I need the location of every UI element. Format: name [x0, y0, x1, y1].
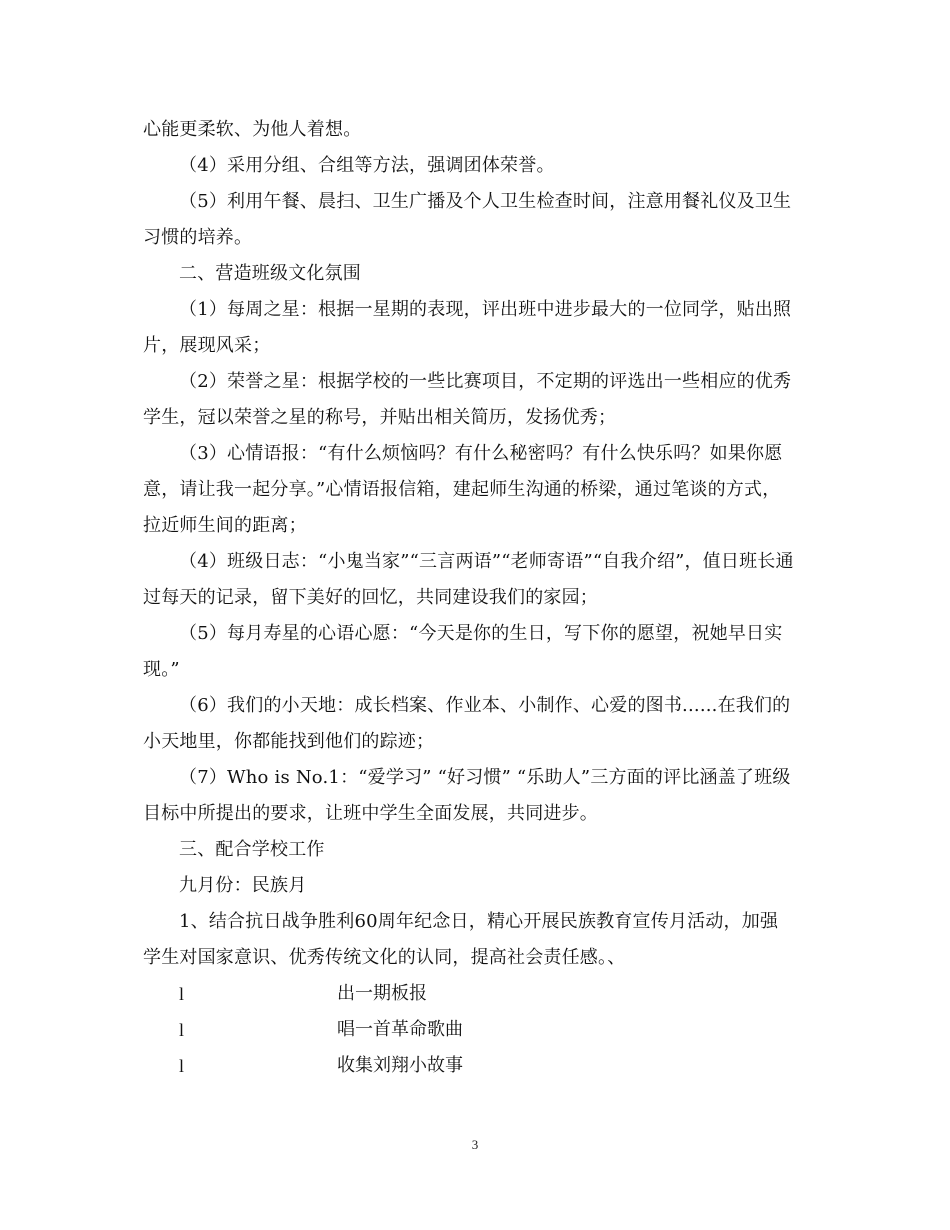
- text-line: 三、配合学校工作: [179, 839, 325, 860]
- document-body: [143, 112, 813, 1084]
- text-line: 小天地里，你都能找到他们的踪迹；: [143, 731, 435, 752]
- text-line: （5）利用午餐、晨扫、卫生广播及个人卫生检查时间，注意用餐礼仪及卫生: [179, 191, 792, 212]
- text-line: 拉近师生间的距离；: [143, 515, 307, 536]
- bullet-text: 收集刘翔小故事: [337, 1055, 463, 1076]
- bullet-text: 出一期板报: [337, 983, 427, 1004]
- text-line: （5）每月寿星的心语心愿：“今天是你的生日，写下你的愿望，祝她早日实: [179, 623, 783, 644]
- text-line: （3）心情语报：“有什么烦恼吗？有什么秘密吗？有什么快乐吗？如果你愿: [179, 443, 783, 464]
- text-line: （2）荣誉之星：根据学校的一些比赛项目，不定期的评选出一些相应的优秀: [179, 371, 792, 392]
- text-line: 心能更柔软、为他人着想。: [143, 119, 362, 140]
- text-line: （1）每周之星：根据一星期的表现，评出班中进步最大的一位同学，贴出照: [179, 299, 792, 320]
- bullet-marker: l: [179, 984, 185, 1004]
- text-line: 过每天的记录，留下美好的回忆，共同建设我们的家园；: [143, 587, 598, 608]
- bullet-marker: l: [179, 1020, 185, 1040]
- text-line: （7）Who is No.1：“爱学习” “好习惯” “乐助人”三方面的评比涵盖了班级: [179, 767, 791, 788]
- bullet-item: [143, 976, 813, 1012]
- text-line: 学生，冠以荣誉之星的称号，并贴出相关简历，发扬优秀；: [143, 407, 617, 428]
- text-line: 二、营造班级文化氛围: [179, 263, 361, 284]
- text-line: 现。”: [143, 659, 180, 680]
- bullet-item: [143, 1048, 813, 1084]
- text-line: 目标中所提出的要求，让班中学生全面发展，共同进步。: [143, 803, 598, 824]
- text-line: 1、结合抗日战争胜利60周年纪念日，精心开展民族教育宣传月活动，加强: [179, 911, 779, 932]
- text-line: 习惯的培养。: [143, 227, 253, 248]
- text-line: 学生对国家意识、优秀传统文化的认同，提高社会责任感。、: [143, 947, 626, 968]
- paragraph-lines: [143, 112, 813, 976]
- page-number: 3: [471, 1137, 479, 1152]
- bullet-item: [143, 1012, 813, 1048]
- text-line: （4）班级日志：“小鬼当家”“三言两语”“老师寄语”“自我介绍”，值日班长通: [179, 551, 794, 572]
- bullet-text: 唱一首革命歌曲: [337, 1019, 463, 1040]
- text-line: （4）采用分组、合组等方法，强调团体荣誉。: [179, 155, 555, 176]
- bullet-marker: l: [179, 1056, 185, 1076]
- text-line: 片，展现风采；: [143, 335, 271, 356]
- bullet-list: [143, 976, 813, 1084]
- text-line: 意，请让我一起分享。”心情语报信箱，建起师生沟通的桥梁，通过笔谈的方式，: [143, 479, 781, 500]
- text-line: 九月份：民族月: [179, 875, 307, 896]
- text-line: （6）我们的小天地：成长档案、作业本、小制作、心爱的图书......在我们的: [179, 695, 791, 716]
